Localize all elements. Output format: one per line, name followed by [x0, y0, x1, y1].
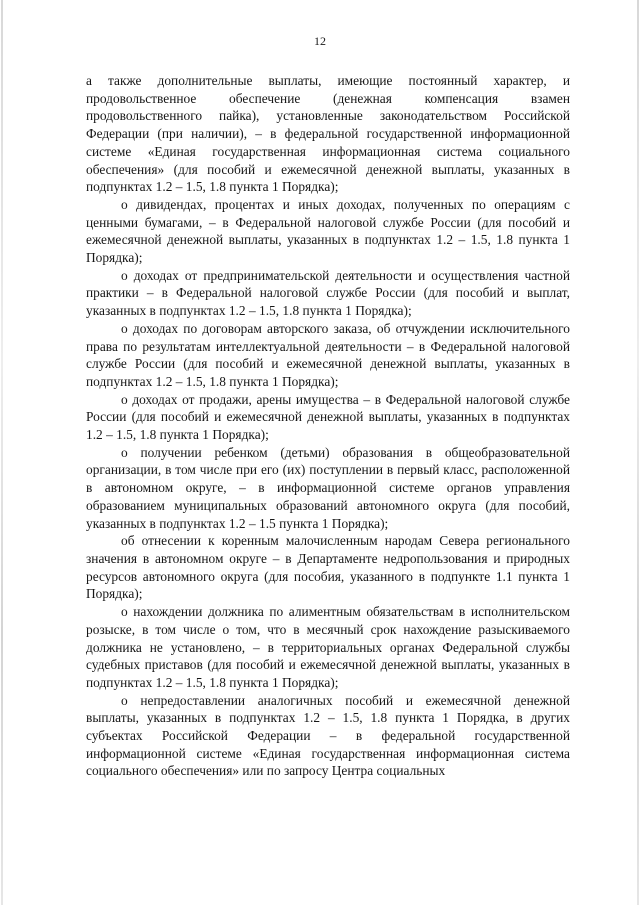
paragraph-continuation: а также дополнительные выплаты, имеющие постоянный характер, и продовольственное обеспечение (денежная компенсация взамен продовольственного пайка), установленные законодательством Российской Федерации (при наличии), – в федеральной государственной информационной системе «Единая государственная информационная система социального обеспечения» (для пособий и ежемесячной денежной выплаты, указанных в подпунктах 1.2 – 1.5, 1.8 пункта 1 Порядка); [86, 73, 570, 195]
paragraph-author-contracts: о доходах по договорам авторского заказа, об отчуждении исключительного права по результатам интеллектуальной деятельности – в Федеральной налоговой службе России (для пособий и ежемесячной денежной выплаты, указанных в подпунктах 1.2 – 1.5, 1.8 пункта 1 Порядка); [86, 320, 570, 389]
paragraph-dividends: о дивидендах, процентах и иных доходах, полученных по операциям с ценными бумагами, – в Федеральной налоговой службе России (для пособий и ежемесячной денежной выплаты, указанных в подпунктах 1.2 – 1.5, 1.8 пункта 1 Порядка); [86, 196, 570, 266]
paragraph-debtor-search: о нахождении должника по алиментным обязательствам в исполнительском розыске, в том числе о том, что в месячный срок нахождение разыскиваемого должника не установлено, – в территориальных органах Федеральной службы судебных приставов (для пособий и ежемесячной денежной выплаты, указанных в подпунктах 1.2 – 1.5, 1.8 пункта 1 Порядка); [86, 604, 570, 690]
document-body [86, 72, 570, 780]
paragraph-business-income: о доходах от предпринимательской деятельности и осуществления частной практики – в Федеральной налоговой службе России (для пособий и выплат, указанных в подпунктах 1.2 – 1.5, 1.8 пункта 1 Порядка); [86, 267, 570, 319]
paragraph-non-provision: о непредоставлении аналогичных пособий и ежемесячной денежной выплаты, указанных в подпунктах 1.2 – 1.5, 1.8 пункта 1 Порядка, в других субъектах Российской Федерации – в федеральной государственной информационной системе «Единая государственная информационная система социального обеспечения» или по запросу Центра социальных [86, 692, 570, 779]
paragraph-school-education: о получении ребенком (детьми) образования в общеобразовательной организации, в том числе при его (их) поступлении в первый класс, расположенной в автономном округе, – в информационной системе органов управления образованием муниципальных образований автономного округа (для пособий, указанных в подпунктах 1.2 – 1.5 пункта 1 Порядка); [86, 444, 570, 531]
scan-edge-right [637, 0, 639, 905]
paragraph-indigenous-peoples: об отнесении к коренным малочисленным народам Севера регионального значения в автономном округе – в Департаменте недропользования и природных ресурсов автономного округа (для пособия, указанного в подпункте 1.1 пункта 1 Порядка); [86, 533, 570, 602]
scan-edge-left [1, 0, 3, 905]
paragraph-property-sale: о доходах от продажи, арены имущества – в Федеральной налоговой службе России (для пособий и ежемесячной денежной выплаты, указанных в подпунктах 1.2 – 1.5, 1.8 пункта 1 Порядка); [86, 391, 570, 443]
page-number: 12 [314, 34, 326, 48]
